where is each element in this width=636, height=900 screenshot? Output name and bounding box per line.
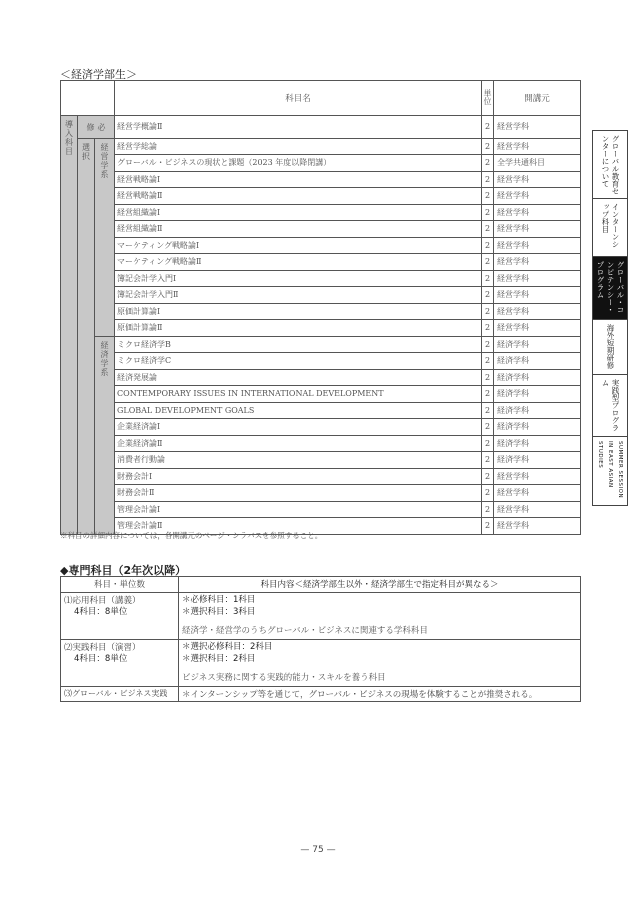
department-name: 経済学科 [494, 402, 581, 419]
subject-name: マーケティング戦略論Ⅱ [115, 254, 482, 271]
department-name: 全学共通科目 [494, 155, 581, 172]
department-name: 経営学科 [494, 468, 581, 485]
credit-value: 2 [482, 287, 494, 304]
table-row [61, 452, 581, 469]
specialty-name: ⑶グローバル・ビジネス実践 [61, 687, 179, 702]
table-row [61, 320, 581, 337]
subject-name: 経営学総論 [115, 138, 482, 155]
table-row [61, 188, 581, 205]
credit-value: 2 [482, 155, 494, 172]
credit-value: 2 [482, 320, 494, 337]
department-name: 経営学科 [494, 501, 581, 518]
table-row [61, 254, 581, 271]
table-note: ※科目の詳細内容については，各開講元のページ・シラバスを参照すること。 [60, 531, 323, 540]
subject-name: 管理会計論Ⅰ [115, 501, 482, 518]
department-name: 経済学科 [494, 353, 581, 370]
side-nav [592, 130, 628, 506]
subject-name: 経営戦略論Ⅰ [115, 171, 482, 188]
department-name: 経営学科 [494, 188, 581, 205]
credit-value: 2 [482, 501, 494, 518]
credit-value: 2 [482, 116, 494, 139]
side-tab-summer-session[interactable] [592, 436, 628, 506]
subject-name: ミクロ経済学B [115, 336, 482, 353]
table-row [61, 501, 581, 518]
credit-value: 2 [482, 237, 494, 254]
subject-name: 財務会計Ⅱ [115, 485, 482, 502]
credit-value: 2 [482, 221, 494, 238]
table-row [61, 303, 581, 320]
specialty-desc: ビジネス実務に関する実践的能力・スキルを養う科目 [182, 673, 386, 683]
table-header-row [61, 81, 581, 116]
department-name: 経営学科 [494, 518, 581, 535]
department-name: 経済学科 [494, 419, 581, 436]
table-row [61, 171, 581, 188]
department-name: 経営学科 [494, 171, 581, 188]
department-name: 経営学科 [494, 116, 581, 139]
subject-name: 原価計算論Ⅱ [115, 320, 482, 337]
label-required: 必修 [86, 123, 106, 133]
subject-name: 消費者行動論 [115, 452, 482, 469]
credit-value: 2 [482, 452, 494, 469]
page-number: — 75 — [300, 845, 336, 855]
subject-name: CONTEMPORARY ISSUES IN INTERNATIONAL DEVELOPMENT [115, 386, 482, 403]
specialty-heading: ◆専門科目（2年次以降） [60, 564, 187, 577]
header-blank [61, 81, 115, 116]
credit-value: 2 [482, 353, 494, 370]
credit-value: 2 [482, 419, 494, 436]
side-tab-label: グローバル・コンピテンシー・プログラム [596, 261, 625, 314]
table-row [61, 419, 581, 436]
department-name: 経済学科 [494, 369, 581, 386]
specialty-desc: ＊インターンシップ等を通じて，グローバル・ビジネスの現場を体験することが推奨される。 [179, 687, 581, 702]
side-tab-label: 海外短期研修 [606, 324, 615, 369]
credit-value: 2 [482, 485, 494, 502]
credit-value: 2 [482, 188, 494, 205]
table-row [61, 336, 581, 353]
label-group-economics: 経済学系 [100, 340, 109, 377]
header-subject: 科目名 [115, 81, 482, 116]
label-introductory: 導入科目 [64, 120, 74, 156]
side-tab-practical-program[interactable] [592, 374, 628, 436]
subject-name: 簿記会計学入門Ⅱ [115, 287, 482, 304]
department-name: 経営学科 [494, 204, 581, 221]
subject-name: 経営学概論Ⅱ [115, 116, 482, 139]
specialty-row [61, 687, 581, 702]
table-row [61, 386, 581, 403]
subject-name: ミクロ経済学C [115, 353, 482, 370]
credit-value: 2 [482, 468, 494, 485]
side-tab-label: SUMMER SESSION IN EAST ASIAN STUDIES [597, 441, 623, 499]
credit-value: 2 [482, 171, 494, 188]
side-tab-overseas-training[interactable] [592, 319, 628, 374]
specialty-units: 4科目：8単位 [74, 654, 128, 664]
specialty-req-1: ＊選択必修科目：2科目 [182, 642, 273, 652]
side-tab-global-competency[interactable] [592, 256, 628, 319]
table-row [61, 270, 581, 287]
subject-name: 経済発展論 [115, 369, 482, 386]
table-row [61, 155, 581, 172]
credit-value: 2 [482, 254, 494, 271]
specialty-table [60, 576, 581, 702]
department-name: 経済学科 [494, 452, 581, 469]
specialty-row [61, 640, 581, 687]
department-name: 経営学科 [494, 237, 581, 254]
subject-name: 経営組織論Ⅱ [115, 221, 482, 238]
table-row [61, 485, 581, 502]
subject-name: 財務会計Ⅰ [115, 468, 482, 485]
specialty-req-2: ＊選択科目：3科目 [182, 607, 256, 617]
table-row [61, 468, 581, 485]
specialty-header-right: 科目内容＜経済学部生以外・経済学部生で指定科目が異なる＞ [179, 577, 581, 593]
credit-value: 2 [482, 204, 494, 221]
department-name: 経済学科 [494, 386, 581, 403]
label-group-business: 経営学系 [100, 142, 109, 179]
specialty-desc: 経済学・経営学のうちグローバル・ビジネスに関連する学科科目 [182, 626, 428, 636]
subject-name: グローバル・ビジネスの現状と課題（2023 年度以降閉講） [115, 155, 482, 172]
subject-name: 管理会計論Ⅱ [115, 518, 482, 535]
credit-value: 2 [482, 386, 494, 403]
specialty-name: ⑵実践科目（演習） [64, 643, 141, 653]
table-row [61, 435, 581, 452]
specialty-req-2: ＊選択科目：2科目 [182, 654, 256, 664]
side-tab-label: インターンシップ科目 [601, 203, 620, 248]
specialty-name: ⑴応用科目（講義） [64, 596, 141, 606]
specialty-header-left: 科目・単位数 [61, 577, 179, 593]
subject-name: 経営戦略論Ⅱ [115, 188, 482, 205]
table-row [61, 204, 581, 221]
department-name: 経営学科 [494, 138, 581, 155]
course-table [60, 80, 581, 535]
table-row [61, 353, 581, 370]
table-row [61, 369, 581, 386]
side-tab-internship[interactable] [592, 198, 628, 256]
table-row [61, 116, 581, 139]
table-row [61, 138, 581, 155]
header-department: 開講元 [494, 81, 581, 116]
specialty-row [61, 593, 581, 640]
subject-name: 経営組織論Ⅰ [115, 204, 482, 221]
department-name: 経営学科 [494, 270, 581, 287]
subject-name: マーケティング戦略論Ⅰ [115, 237, 482, 254]
credit-value: 2 [482, 303, 494, 320]
subject-name: 企業経済論Ⅱ [115, 435, 482, 452]
department-name: 経営学科 [494, 221, 581, 238]
credit-value: 2 [482, 369, 494, 386]
table-row [61, 237, 581, 254]
side-tab-global-education-center[interactable] [592, 130, 628, 198]
department-name: 経営学科 [494, 320, 581, 337]
credit-value: 2 [482, 336, 494, 353]
side-tab-label: グローバル教育センターについて [601, 135, 620, 195]
subject-name: GLOBAL DEVELOPMENT GOALS [115, 402, 482, 419]
table-row [61, 221, 581, 238]
table-row [61, 402, 581, 419]
department-name: 経営学科 [494, 254, 581, 271]
department-name: 経済学科 [494, 336, 581, 353]
department-name: 経営学科 [494, 303, 581, 320]
specialty-units: 4科目：8単位 [74, 607, 128, 617]
credit-value: 2 [482, 402, 494, 419]
department-name: 経営学科 [494, 287, 581, 304]
credit-value: 2 [482, 138, 494, 155]
credit-value: 2 [482, 435, 494, 452]
credit-value: 2 [482, 518, 494, 535]
subject-name: 原価計算論Ⅰ [115, 303, 482, 320]
label-elective: 選択 [81, 142, 91, 161]
table-row [61, 287, 581, 304]
department-name: 経営学科 [494, 485, 581, 502]
header-credits: 単位 [483, 88, 493, 105]
specialty-header-row [61, 577, 581, 593]
credit-value: 2 [482, 270, 494, 287]
section-heading: ＜経済学部生＞ [60, 68, 137, 81]
department-name: 経済学科 [494, 435, 581, 452]
specialty-req-1: ＊必修科目：1科目 [182, 595, 256, 605]
subject-name: 企業経済論Ⅰ [115, 419, 482, 436]
subject-name: 簿記会計学入門Ⅰ [115, 270, 482, 287]
side-tab-label: 実践型プログラム [601, 379, 620, 432]
